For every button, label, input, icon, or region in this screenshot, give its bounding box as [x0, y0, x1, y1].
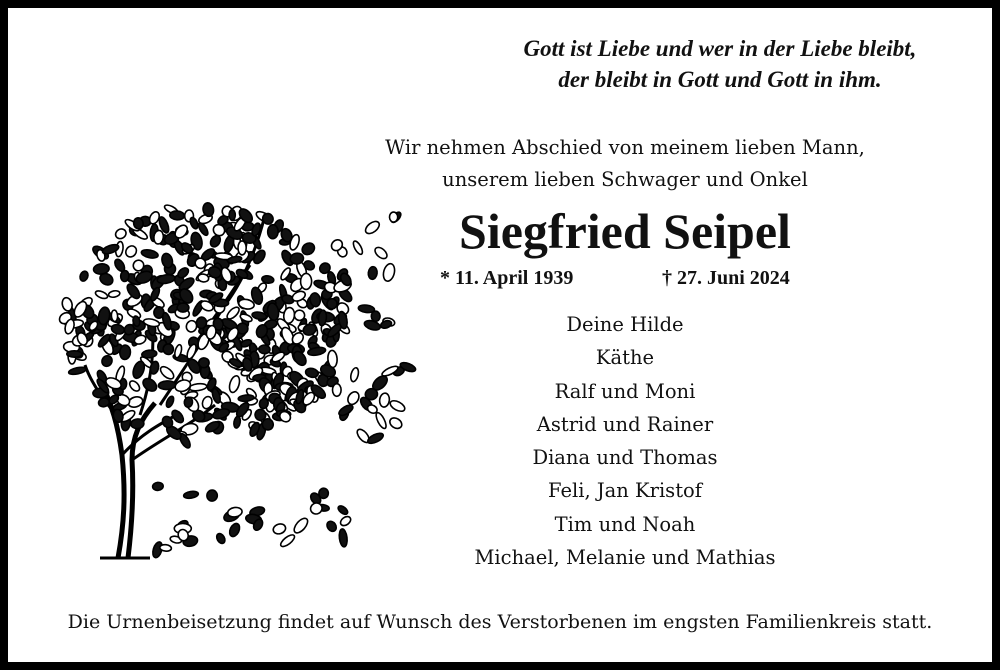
intro-line-2: unserem lieben Schwager und Onkel — [442, 168, 808, 191]
leaf — [79, 270, 90, 282]
leaf — [338, 529, 348, 548]
mourner-name: Diana und Thomas — [532, 446, 718, 470]
mourner-name: Käthe — [595, 346, 655, 370]
leaf — [131, 419, 145, 429]
leaf — [339, 515, 353, 528]
bible-verse — [470, 33, 970, 95]
leaf — [141, 349, 157, 358]
leaf — [61, 297, 74, 312]
intro-line-1: Wir nehmen Abschied von meinem lieben Mann, — [385, 136, 865, 159]
leaf — [382, 262, 397, 282]
leaf — [184, 397, 194, 408]
leaf — [279, 533, 296, 549]
leaf — [170, 211, 185, 221]
life-dates — [430, 263, 830, 293]
leaf — [379, 393, 390, 408]
leaf — [371, 311, 380, 322]
mourner-name: Astrid und Rainer — [536, 412, 714, 436]
leaf — [68, 366, 87, 376]
mourner-name: Michael, Melanie und Mathias — [474, 546, 776, 570]
leaf — [228, 522, 242, 538]
burial-notice: Die Urnenbeisetzung findet auf Wunsch des Verstorbenen im engsten Familienkreis statt. — [67, 611, 933, 633]
leaf — [325, 519, 338, 533]
leaf — [189, 383, 207, 392]
leaf — [337, 504, 349, 516]
leaf — [100, 354, 114, 368]
leaf — [108, 290, 120, 298]
leaf — [110, 323, 125, 335]
leaf — [131, 360, 146, 380]
leaf — [346, 390, 362, 407]
leaf — [380, 319, 393, 329]
leaf — [141, 376, 159, 394]
leaf — [113, 258, 127, 273]
leaf — [292, 516, 310, 535]
leaf — [388, 416, 404, 431]
leaf — [114, 227, 128, 240]
leaf — [238, 298, 255, 310]
leaf — [158, 364, 175, 381]
deceased-name: Siegfried Seipel — [459, 203, 791, 259]
farewell-intro — [330, 132, 920, 196]
leaf — [227, 506, 243, 518]
mourner-name: Feli, Jan Kristof — [547, 479, 702, 503]
mourners-list — [430, 308, 820, 574]
leaf — [309, 501, 324, 516]
leaf — [128, 379, 142, 393]
leaf — [374, 411, 388, 429]
leaf — [318, 488, 329, 499]
leaf — [207, 490, 218, 501]
leaf — [159, 544, 171, 552]
mourner-name: Deine Hilde — [566, 313, 684, 336]
leaf — [160, 252, 174, 269]
leaf — [233, 416, 241, 429]
leaf — [300, 273, 311, 289]
leaf — [124, 244, 139, 259]
leaf — [366, 431, 384, 445]
birth-date: * 11. April 1939 — [440, 267, 574, 289]
leaf — [158, 380, 176, 389]
leaf — [349, 367, 359, 382]
bible-verse-line-1: Gott ist Liebe und wer in der Liebe bleibt, — [523, 36, 917, 61]
leaf — [185, 343, 198, 360]
death-date: † 27. Juni 2024 — [662, 267, 790, 289]
mourner-name: Ralf und Moni — [554, 379, 696, 403]
leaf — [229, 210, 235, 221]
bible-verse-line-2: der bleibt in Gott und Gott in ihm. — [558, 67, 882, 92]
leaf — [333, 384, 342, 397]
leaf — [215, 532, 227, 545]
leaf — [189, 216, 200, 230]
leaf — [238, 241, 246, 255]
leaf — [305, 367, 319, 378]
leaf — [368, 266, 378, 280]
leaf — [389, 399, 407, 414]
leaf — [94, 289, 108, 300]
leaf — [239, 313, 253, 323]
leaf — [225, 305, 241, 321]
leaf — [111, 310, 118, 322]
leaf — [67, 351, 82, 358]
mourner-name: Tim und Noah — [554, 512, 696, 536]
leaf — [141, 248, 159, 259]
leaf — [177, 303, 189, 312]
leaf — [119, 345, 131, 360]
leaf — [183, 490, 199, 499]
leaf — [259, 345, 270, 354]
leaf — [228, 375, 242, 394]
leaf — [272, 522, 287, 535]
leaf — [267, 225, 278, 239]
leaf — [327, 350, 337, 368]
leaf — [152, 482, 163, 491]
